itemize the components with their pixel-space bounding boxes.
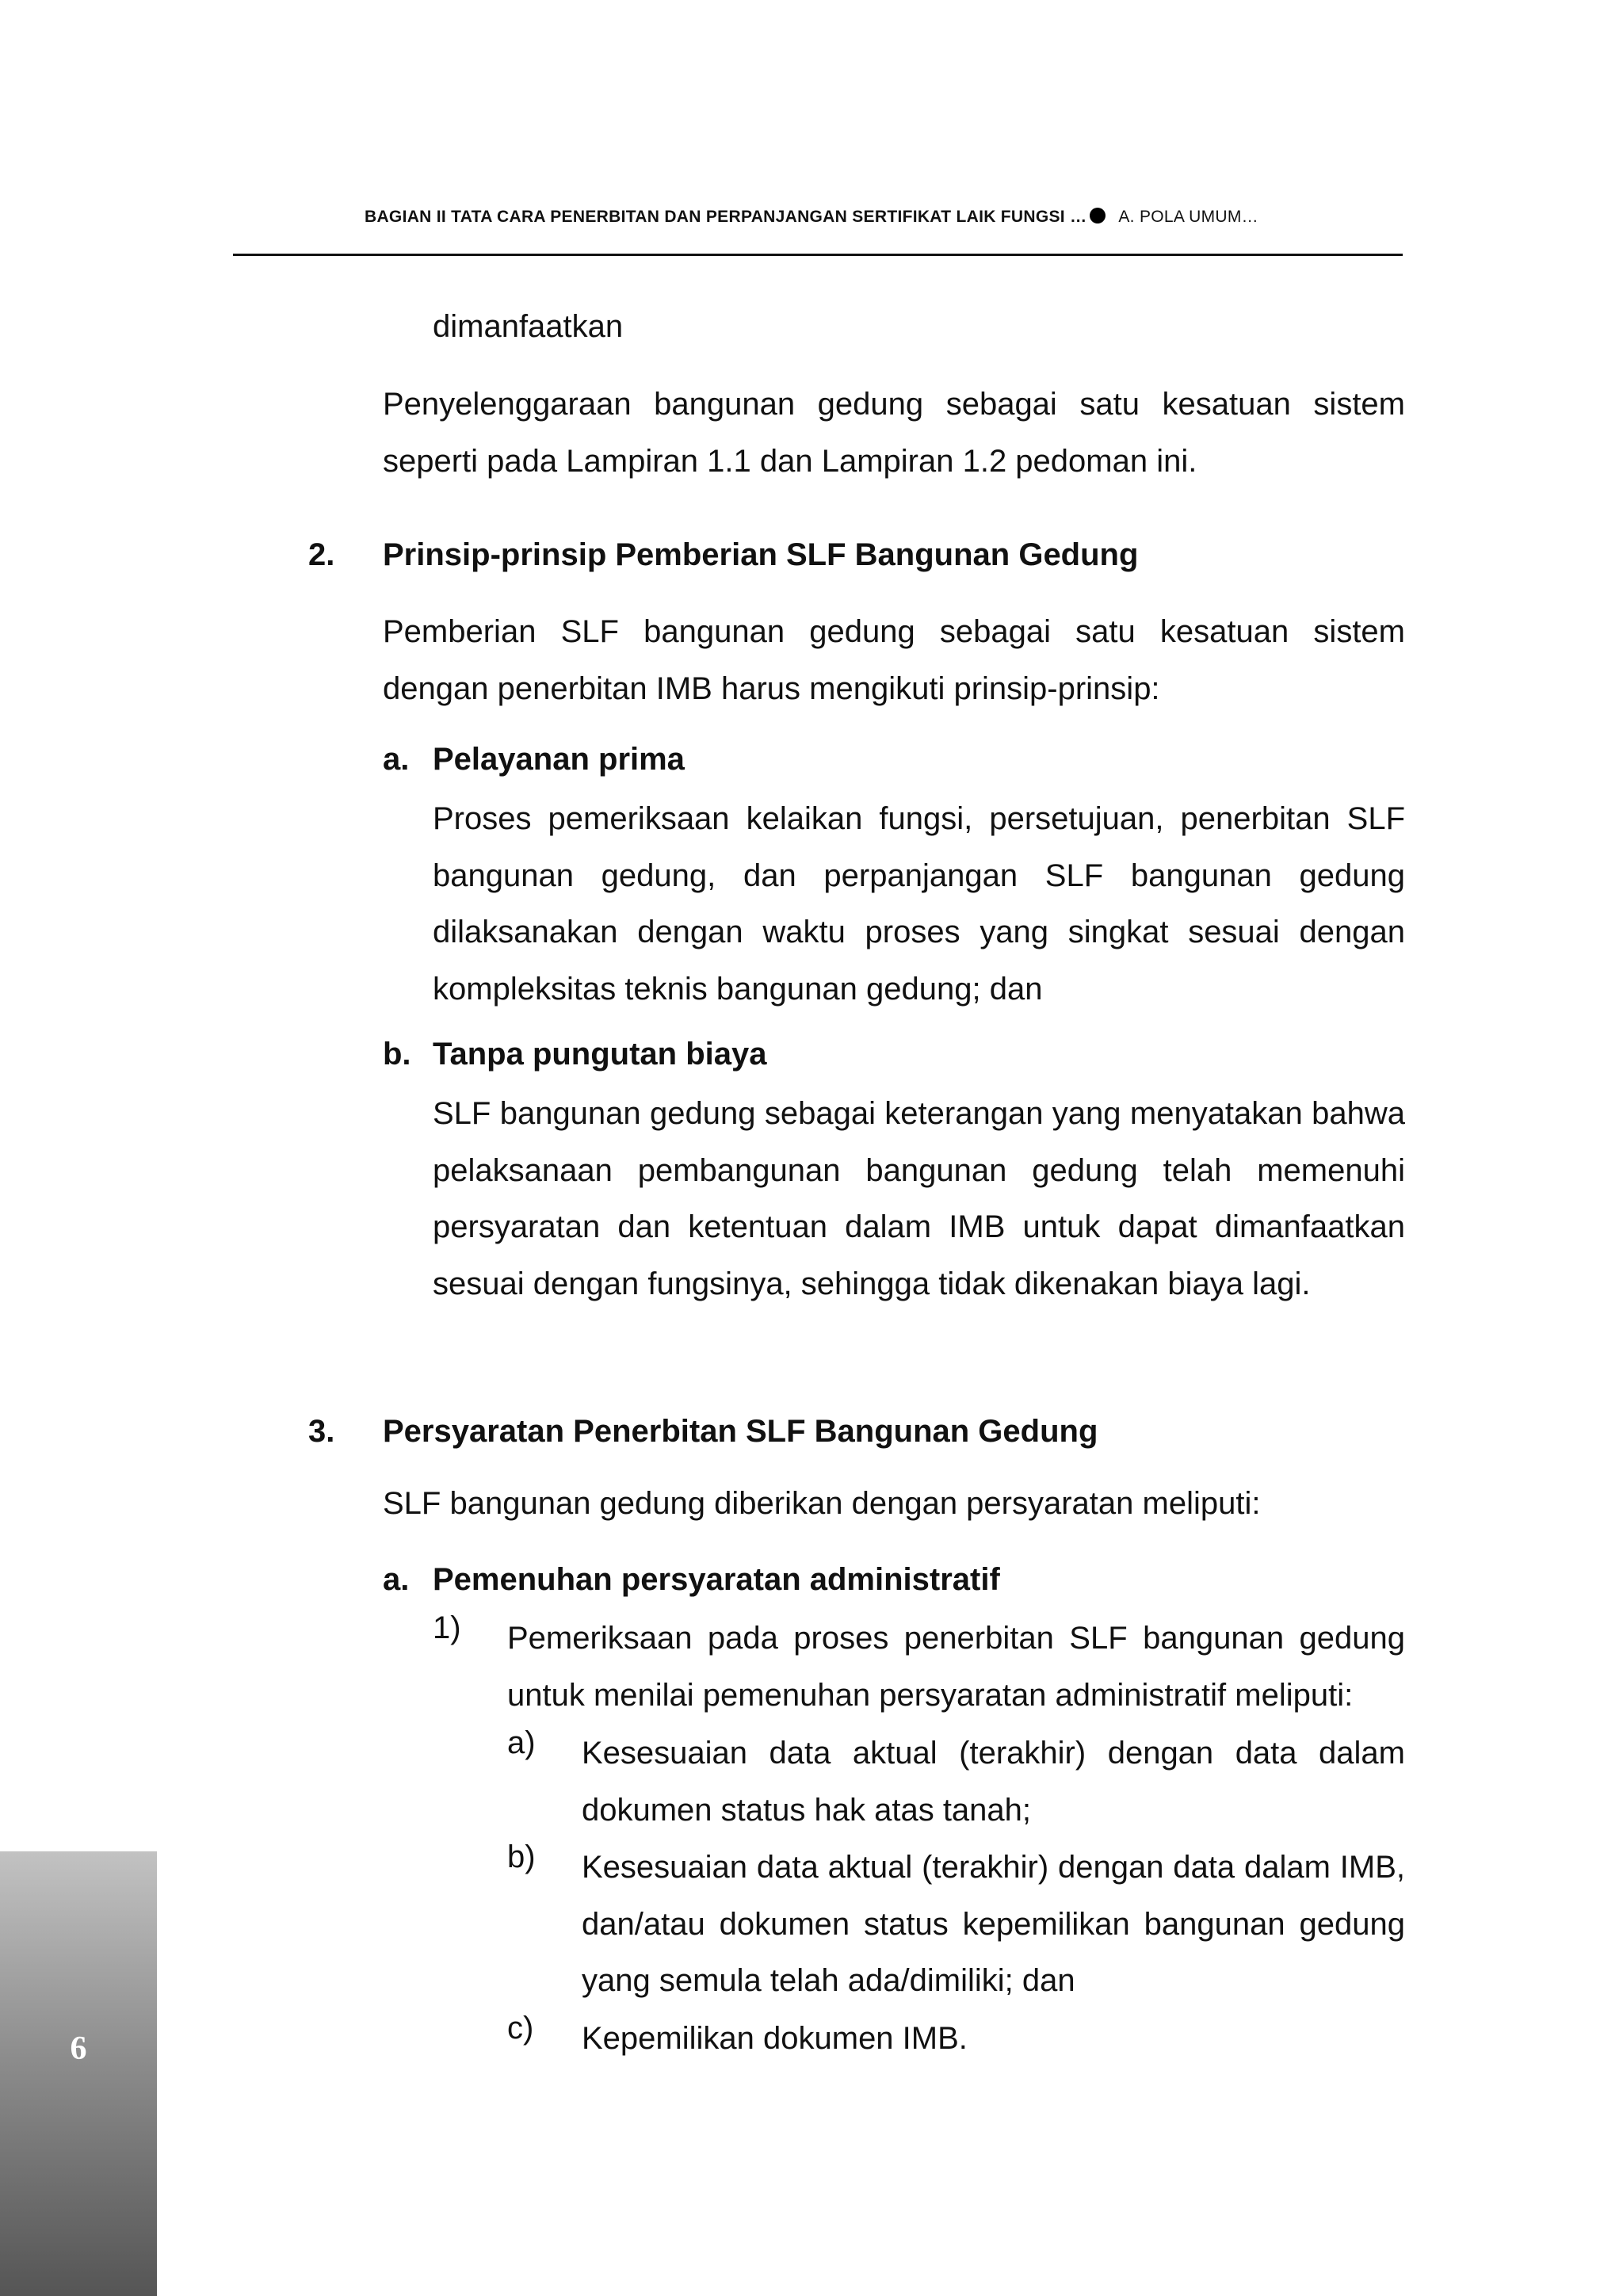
section-2-heading: Prinsip-prinsip Pemberian SLF Bangunan Gedung [383, 537, 1139, 572]
continuation-text: dimanfaatkan [433, 309, 624, 344]
section-3-number: 3. [308, 1414, 335, 1449]
sub-item-1-text: Pemeriksaan pada proses penerbitan SLF bangunan gedung untuk menilai pemenuhan persyaratan administratif meliputi: [507, 1621, 1405, 1713]
section-3-item-a-title: Pemenuhan persyaratan administratif [433, 1562, 1000, 1597]
header-divider [233, 254, 1403, 256]
point-a-marker: a) [507, 1725, 536, 1760]
point-c-marker: c) [507, 2011, 534, 2046]
item-b-title: Tanpa pungutan biaya [433, 1037, 767, 1072]
point-b-marker: b) [507, 1839, 536, 1874]
section-3-intro: SLF bangunan gedung diberikan dengan persyaratan meliputi: [383, 1486, 1261, 1521]
item-a-text: Proses pemeriksaan kelaikan fungsi, persetujuan, penerbitan SLF bangunan gedung, dan perpanjangan SLF bangunan gedung dilaksanakan dengan waktu proses yang singkat sesuai dengan kompleksitas teknis bangunan gedung; dan [433, 801, 1405, 1007]
header-title: BAGIAN II TATA CARA PENERBITAN DAN PERPANJANGAN SERTIFIKAT LAIK FUNGSI … [365, 208, 1087, 226]
running-header [365, 208, 1403, 227]
point-a-text: Kesesuaian data aktual (terakhir) dengan data dalam dokumen status hak atas tanah; [582, 1736, 1405, 1828]
section-3-item-a-marker: a. [383, 1562, 410, 1597]
section-3-heading: Persyaratan Penerbitan SLF Bangunan Gedung [383, 1414, 1098, 1449]
point-b-text: Kesesuaian data aktual (terakhir) dengan data dalam IMB, dan/atau dokumen status kepemilikan bangunan gedung yang semula telah ada/dimiliki; dan [582, 1850, 1405, 1998]
bullet-icon [1090, 208, 1106, 223]
header-subtitle: A. POLA UMUM… [1118, 208, 1258, 226]
page-number: 6 [70, 2030, 87, 2067]
section-2-number: 2. [308, 537, 335, 572]
sub-item-1-marker: 1) [433, 1610, 461, 1645]
intro-paragraph: Penyelenggaraan bangunan gedung sebagai satu kesatuan sistem seperti pada Lampiran 1.1 dan Lampiran 1.2 pedoman ini. [383, 387, 1405, 479]
item-b-text: SLF bangunan gedung sebagai keterangan yang menyatakan bahwa pelaksanaan pembangunan bangunan gedung telah memenuhi persyaratan dan ketentuan dalam IMB untuk dapat dimanfaatkan sesuai dengan fungsinya, sehingga tidak dikenakan biaya lagi. [433, 1096, 1405, 1301]
item-b-marker: b. [383, 1037, 411, 1072]
section-2-intro: Pemberian SLF bangunan gedung sebagai satu kesatuan sistem dengan penerbitan IMB harus mengikuti prinsip-prinsip: [383, 614, 1405, 706]
page-tab [0, 1851, 157, 2296]
item-a-title: Pelayanan prima [433, 742, 685, 777]
point-c-text: Kepemilikan dokumen IMB. [582, 2021, 968, 2056]
item-a-marker: a. [383, 742, 410, 777]
